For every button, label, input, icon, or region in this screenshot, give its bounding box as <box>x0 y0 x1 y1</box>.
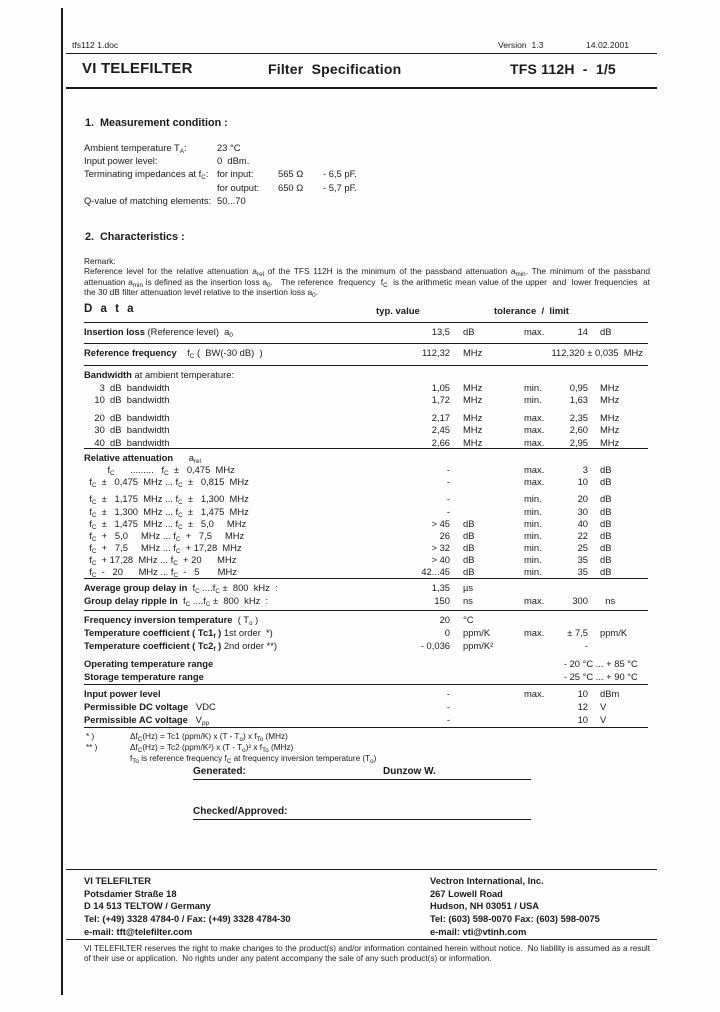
address-line: Tel: (603) 598-0070 Fax: (603) 598-0075 <box>430 914 600 925</box>
spec-row <box>84 476 648 488</box>
spec-parameter: Storage temperature range <box>84 670 204 682</box>
spec-section <box>84 684 648 727</box>
measurement-cell <box>278 154 323 167</box>
measurement-conditions <box>84 141 648 207</box>
spec-limit-value <box>566 452 596 464</box>
spec-typ-unit <box>454 506 524 518</box>
measurement-cell: 650 Ω <box>278 181 304 193</box>
spec-limit-text: 112,320 ± 0,035 MHz <box>551 347 643 358</box>
spec-limit-value: 300 <box>572 594 588 606</box>
spec-limit-unit: ns <box>600 594 616 606</box>
measurement-cell: for input: <box>217 168 254 180</box>
header-rule-bottom <box>66 87 657 89</box>
spec-parameter: $f_C \pm 0,475$ MHz ... $f_C \pm 0,815$ MHz <box>84 476 249 490</box>
spec-limit-value: 2,60 <box>569 424 588 435</box>
spec-limit-kind: min. <box>524 554 542 566</box>
spec-limit-value: 40 <box>577 517 588 529</box>
generated-line <box>193 766 531 780</box>
spec-limit-value <box>566 614 596 627</box>
measurement-cell: 0 dBm. <box>217 155 250 167</box>
spec-typ-value: - <box>446 713 450 725</box>
measurement-cell: Input power level: <box>84 155 158 167</box>
spec-section <box>84 578 648 608</box>
measurement-cell <box>84 181 217 194</box>
spec-typ-unit: MHz <box>463 381 483 393</box>
spec-limit-value: - <box>584 639 588 651</box>
spec-parameter: Relative attenuation $a_{rel}$ <box>84 452 201 465</box>
spec-typ-value: 1,35 <box>431 582 450 593</box>
spec-limit-unit: dB <box>600 554 612 566</box>
spec-typ-value: - <box>446 688 450 699</box>
spec-typ-value: > 45 <box>431 517 450 529</box>
spec-row <box>84 542 648 554</box>
measurement-cell: Q-value of matching elements: <box>84 194 212 206</box>
spec-limit-unit: V <box>600 700 607 712</box>
spec-typ-value: - <box>446 493 450 505</box>
spec-typ-unit: dB <box>463 566 475 578</box>
spec-parameter: Frequency inversion temperature ( $T_o$ ) <box>84 614 259 627</box>
spec-typ-value <box>402 369 454 382</box>
address-line: Tel: (+49) 3328 4784-0 / Fax: (+49) 3328 4784-30 <box>84 914 291 925</box>
spec-section <box>84 365 648 449</box>
spec-typ-value: - <box>446 700 450 712</box>
spec-typ-unit: dB <box>463 517 475 529</box>
spec-section <box>84 610 648 684</box>
footnote-row <box>86 732 506 743</box>
remark-label: Remark: <box>84 256 116 266</box>
spec-limit-unit: dB <box>600 517 612 529</box>
spec-parameter: Permissible DC voltage VDC <box>84 700 216 712</box>
footer-rule-top <box>66 869 657 870</box>
spec-typ-value: - <box>446 505 450 517</box>
part-number: TFS 112H - 1/5 <box>510 61 616 77</box>
spec-typ-unit: MHz <box>463 411 483 423</box>
spec-typ-unit: MHz <box>463 347 483 358</box>
spec-typ-value: 2,66 <box>431 436 450 448</box>
spec-limit-unit <box>596 582 648 595</box>
spec-typ-value: > 40 <box>431 554 450 566</box>
address-line: D 14 513 TELTOW / Germany <box>84 901 211 912</box>
spec-parameter: $f_C - 20$ MHz ... $f_C - 5$ MHz <box>84 566 237 580</box>
spec-limit-unit: MHz <box>600 424 620 435</box>
spec-typ-value: 20 <box>439 614 450 625</box>
spec-limit-value: 30 <box>577 505 588 517</box>
section-2-heading: 2. Characteristics : <box>85 231 185 243</box>
spec-typ-unit: ns <box>463 594 473 606</box>
spec-row <box>84 424 648 437</box>
disclaimer-text: VI TELEFILTER reserves the right to make changes to the product(s) and/or information contained herein without notice. No liability is assumed as a result of their use or application. No rights under any patent accompany the sale of any such product(s) or information. <box>84 944 650 964</box>
spec-limit-unit: dBm <box>600 688 620 699</box>
spec-typ-value: 0 <box>444 626 450 638</box>
spec-row <box>84 582 648 595</box>
table-header-typ-value: typ. value <box>376 306 420 317</box>
measurement-row <box>84 194 648 207</box>
spec-limit-unit <box>596 369 648 382</box>
spec-limit-unit: MHz <box>600 394 620 405</box>
spec-typ-value: 13,5 <box>431 326 450 337</box>
measurement-cell: 50...70 <box>217 194 246 206</box>
measurement-cell: 23 °C <box>217 142 241 153</box>
spec-typ-value: - <box>446 464 450 476</box>
spec-typ-unit: MHz <box>463 436 483 448</box>
spec-limit-kind: max. <box>524 424 545 435</box>
spec-row <box>84 347 648 360</box>
spec-limit-kind <box>524 582 566 595</box>
spec-limit-unit: MHz <box>600 381 620 393</box>
spec-parameter: 10 dB bandwidth <box>84 394 170 405</box>
spec-limit-value <box>566 582 596 595</box>
spec-typ-value: 150 <box>434 594 450 606</box>
footnote-text: $f_{To}$ is reference frequency $f_C$ at frequency inversion temperature $(T_o)$ <box>130 753 377 765</box>
spec-limit-unit: MHz <box>600 436 620 448</box>
doc-title: Filter Specification <box>268 61 402 77</box>
spec-typ-unit: dB <box>463 529 475 541</box>
spec-limit-kind <box>524 714 566 727</box>
spec-limit-value: 22 <box>577 529 588 541</box>
spec-parameter: Bandwidth at ambient temperature: <box>84 369 235 380</box>
measurement-cell <box>278 141 323 154</box>
spec-limit-kind: max. <box>524 464 545 476</box>
spec-row <box>84 394 648 407</box>
spec-limit-value: 2,95 <box>569 436 588 448</box>
spec-limit-unit <box>596 614 648 627</box>
spec-parameter: $f_C + 17,28$ MHz ... $f_C + 20$ MHz <box>84 554 237 568</box>
spec-limit-value: 35 <box>577 566 588 578</box>
spec-row <box>84 671 648 684</box>
spec-limit-unit: MHz <box>600 411 620 423</box>
spec-limit-kind: max. <box>524 594 545 606</box>
spec-typ-unit: dB <box>463 554 475 566</box>
address-line: Hudson, NH 03051 / USA <box>430 901 540 912</box>
spec-limit-kind: max. <box>524 436 545 448</box>
spec-limit-value: 20 <box>577 493 588 505</box>
spec-limit-unit <box>596 452 648 464</box>
spec-limit-kind: min. <box>524 381 542 393</box>
spec-limit-kind <box>524 701 566 714</box>
address-line: Vectron International, Inc. <box>430 876 544 886</box>
spec-limit-unit: dB <box>600 566 612 578</box>
spec-typ-unit <box>454 671 524 684</box>
spec-row <box>84 640 648 653</box>
spec-parameter: 3 dB bandwidth <box>84 381 170 393</box>
address-line: VI TELEFILTER <box>84 876 151 886</box>
spec-limit-value: 14 <box>577 326 588 337</box>
spec-typ-value <box>402 671 454 684</box>
spec-limit-value: 2,35 <box>569 411 588 423</box>
spec-typ-unit <box>454 658 524 671</box>
spec-parameter: Input power level <box>84 688 161 699</box>
spec-parameter: Permissible AC voltage $V_{pp}$ <box>84 713 209 727</box>
spec-row <box>84 493 648 505</box>
header-rule-top <box>66 53 657 54</box>
generated-label: Generated: <box>193 766 246 777</box>
spec-typ-unit <box>454 714 524 727</box>
spec-typ-unit <box>454 452 524 464</box>
spec-limit-text: - 20 °C ... + 85 °C <box>563 657 643 669</box>
footnote-row <box>86 754 506 765</box>
spec-limit-kind: min. <box>524 505 542 517</box>
measurement-cell: - 5,7 pF. <box>323 181 357 193</box>
table-header-data: D a t a <box>84 303 137 315</box>
spec-limit-kind <box>524 640 566 653</box>
spec-row <box>84 614 648 627</box>
spec-row <box>84 464 648 476</box>
spec-limit-unit: dB <box>600 542 612 554</box>
measurement-row <box>84 167 648 180</box>
spec-section <box>84 322 648 339</box>
footnote-marker: ** ) <box>86 742 98 752</box>
spec-parameter: Temperature coefficient ( $Tc1_f$ ) 1st order *) <box>84 626 273 640</box>
spec-limit-kind <box>524 369 566 382</box>
spec-limit-unit: V <box>600 713 607 725</box>
spec-typ-unit: °C <box>463 614 474 625</box>
spec-limit-value: 12 <box>577 700 588 712</box>
spec-typ-value: 1,05 <box>431 381 450 393</box>
spec-typ-value: 112,32 <box>422 347 450 358</box>
doc-date: 14.02.2001 <box>586 40 630 50</box>
spec-limit-kind: min. <box>524 394 542 405</box>
spec-typ-unit <box>454 688 524 701</box>
measurement-cell <box>323 141 648 154</box>
spec-typ-unit <box>454 701 524 714</box>
spec-limit-value: 3 <box>582 464 588 476</box>
section-1-heading: 1. Measurement condition : <box>85 117 228 129</box>
spec-parameter: Temperature coefficient ( $Tc2_f$ ) 2nd order **) <box>84 639 277 653</box>
spec-section <box>84 343 648 360</box>
measurement-row <box>84 181 648 194</box>
footnote-text: $\Delta f_C(Hz) = Tc1$ (ppm/K) x $(T - T_o)$ x $f_{To}$ (MHz) <box>130 732 288 743</box>
spec-row <box>84 530 648 542</box>
checked-approved-label: Checked/Approved: <box>193 806 288 817</box>
measurement-cell: 565 Ω <box>278 168 304 180</box>
footer-rule-bottom <box>66 939 657 940</box>
spec-typ-value <box>402 658 454 671</box>
spec-limit-unit: dB <box>600 493 612 505</box>
spec-parameter: $f_C \pm 1,175$ MHz ... $f_C \pm 1,300$ MHz <box>84 493 249 507</box>
spec-parameter: Group delay ripple in $f_C$ $....f_C \pm 800$ kHz : <box>84 594 269 608</box>
spec-row <box>84 326 648 339</box>
spec-limit-value: 10 <box>577 476 588 488</box>
spec-limit-kind: max. <box>524 626 545 638</box>
table-bottom-rule <box>84 727 648 728</box>
spec-typ-unit: ppm/K <box>463 626 491 638</box>
spec-limit-kind <box>524 614 566 627</box>
spec-limit-value: 35 <box>577 554 588 566</box>
spec-typ-unit: MHz <box>463 394 483 405</box>
spec-row <box>84 382 648 395</box>
spec-limit-kind: max. <box>524 476 545 488</box>
spec-limit-kind: min. <box>524 529 542 541</box>
spec-row <box>84 714 648 727</box>
spec-row <box>84 452 648 464</box>
spec-row <box>84 688 648 701</box>
spec-limit-kind: min. <box>524 517 542 529</box>
footer-left-address <box>84 875 291 939</box>
spec-row <box>84 627 648 640</box>
spec-typ-value <box>402 452 454 464</box>
spec-parameter: 40 dB bandwidth <box>84 436 170 448</box>
spec-typ-unit <box>454 369 524 382</box>
spec-parameter: 20 dB bandwidth <box>84 411 170 423</box>
footnotes <box>86 732 506 764</box>
spec-limit-text: - 25 °C ... + 90 °C <box>563 670 643 682</box>
spec-typ-unit: ppm/K² <box>463 639 494 651</box>
spec-typ-unit <box>454 476 524 488</box>
spec-parameter: Operating temperature range <box>84 657 214 669</box>
footnote-marker <box>86 754 130 765</box>
spec-limit-unit: dB <box>600 326 612 337</box>
company-name: VI TELEFILTER <box>82 60 193 77</box>
spec-parameter: $f_C \pm 1,475$ MHz ... $f_C \pm 5,0$ MHz <box>84 517 247 531</box>
spec-row <box>84 701 648 714</box>
spec-typ-unit: µs <box>463 582 474 593</box>
spec-parameter: Reference frequency $f_C$ ( BW(-30 dB) ) <box>84 347 263 360</box>
spec-limit-value: 10 <box>577 713 588 725</box>
address-line: e-mail: vti@vtinh.com <box>430 926 527 937</box>
checked-approved-line <box>193 806 531 820</box>
footnote-text: $\Delta f_C(Hz) = Tc2$ (ppm/K²) x $(T - T_o)^2$ x $f_{To}$ (MHz) <box>130 742 294 754</box>
scan-artifact-line <box>61 8 63 995</box>
spec-limit-kind: max. <box>524 688 545 699</box>
spec-limit-unit: dB <box>600 529 612 541</box>
spec-limit-value: 25 <box>577 542 588 554</box>
spec-typ-value: 42...45 <box>421 566 450 578</box>
footnote-row <box>86 743 506 754</box>
spec-typ-value: 26 <box>439 529 450 541</box>
spec-limit-kind: min. <box>524 542 542 554</box>
spec-parameter: $f_C$ ......... $f_C \pm 0,475$ MHz <box>84 464 235 478</box>
spec-typ-unit: MHz <box>463 424 483 435</box>
spec-typ-value: - 0,036 <box>420 639 450 651</box>
remark-text: Reference level for the relative attenuation $a_{rel}$ of the TFS 112H is the minimum of the passband attenuation $a_{min}$. The minimum of the passband attenuation $a_{min}$ is defined as the insertion loss $a_0$. The reference frequency $f_C$ is the arithmetic mean value of the upper and lower frequencies at the 30 dB filter attenuation level relative to the insertion loss $a_0$. <box>84 266 651 300</box>
spec-typ-unit: dB <box>463 326 475 337</box>
spec-limit-unit: ppm/K <box>600 626 628 638</box>
spec-typ-value: 1,72 <box>431 394 450 405</box>
spec-row <box>84 566 648 578</box>
spec-row <box>84 518 648 530</box>
measurement-cell <box>323 194 648 207</box>
generated-signature: Dunzow W. <box>383 766 436 777</box>
spec-typ-value: 2,17 <box>431 411 450 423</box>
spec-row <box>84 595 648 608</box>
spec-limit-unit <box>596 640 648 653</box>
table-header-tolerance: tolerance / limit <box>494 306 569 317</box>
measurement-cell: for output: <box>217 181 260 193</box>
spec-row <box>84 369 648 382</box>
spec-limit-kind <box>524 452 566 464</box>
doc-version: Version 1.3 <box>498 40 544 50</box>
doc-filename: tfs112 1.doc <box>72 40 119 50</box>
spec-limit-value: ± 7,5 <box>567 626 588 638</box>
spec-typ-unit <box>454 493 524 505</box>
spec-typ-value: > 32 <box>431 542 450 554</box>
spec-limit-unit: dB <box>600 476 612 488</box>
measurement-row <box>84 141 648 154</box>
spec-parameter: $f_C + 5,0$ MHz ... $f_C + 7,5$ MHz <box>84 529 245 543</box>
footnote-marker: * ) <box>86 732 95 741</box>
spec-typ-unit <box>454 464 524 476</box>
spec-parameter: $f_C \pm 1,300$ MHz ... $f_C \pm 1,475$ MHz <box>84 505 249 519</box>
spec-parameter: Average group delay in $f_C$ $....f_C \pm 800$ kHz : <box>84 582 278 595</box>
measurement-cell: Ambient temperature $T_A$: <box>84 142 187 155</box>
spec-row <box>84 554 648 566</box>
spec-parameter: 30 dB bandwidth <box>84 424 170 435</box>
spec-row <box>84 658 648 671</box>
spec-row <box>84 506 648 518</box>
spec-limit-kind: min. <box>524 493 542 505</box>
address-line: 267 Lowell Road <box>430 888 503 899</box>
spec-row <box>84 412 648 425</box>
spec-typ-unit: dB <box>463 542 475 554</box>
spec-limit-value: 10 <box>577 688 588 699</box>
measurement-cell <box>278 194 323 207</box>
spec-limit-unit: dB <box>600 505 612 517</box>
spec-limit-kind: max. <box>524 411 545 423</box>
spec-limit-value <box>566 369 596 382</box>
spec-limit-kind: max. <box>524 326 545 337</box>
spec-typ-value: - <box>446 476 450 488</box>
address-line: Potsdamer Straße 18 <box>84 888 177 899</box>
spec-section <box>84 448 648 579</box>
spec-typ-value: 2,45 <box>431 424 450 435</box>
spec-parameter: $f_C + 7,5$ MHz ... $f_C + 17,28$ MHz <box>84 542 242 556</box>
spec-limit-value: 0,95 <box>569 381 588 393</box>
measurement-row <box>84 154 648 167</box>
spec-parameter: Insertion loss (Reference level) $a_0$ <box>84 326 233 339</box>
measurement-cell: Terminating impedances at $f_C$: <box>84 168 209 182</box>
address-line: e-mail: tft@telefilter.com <box>84 926 193 937</box>
measurement-cell <box>323 154 648 167</box>
footer-right-address <box>430 875 600 939</box>
measurement-cell: - 6,5 pF. <box>323 168 357 180</box>
spec-limit-unit: dB <box>600 464 612 476</box>
spec-limit-kind: min. <box>524 566 542 578</box>
spec-limit-value: 1,63 <box>569 394 588 405</box>
